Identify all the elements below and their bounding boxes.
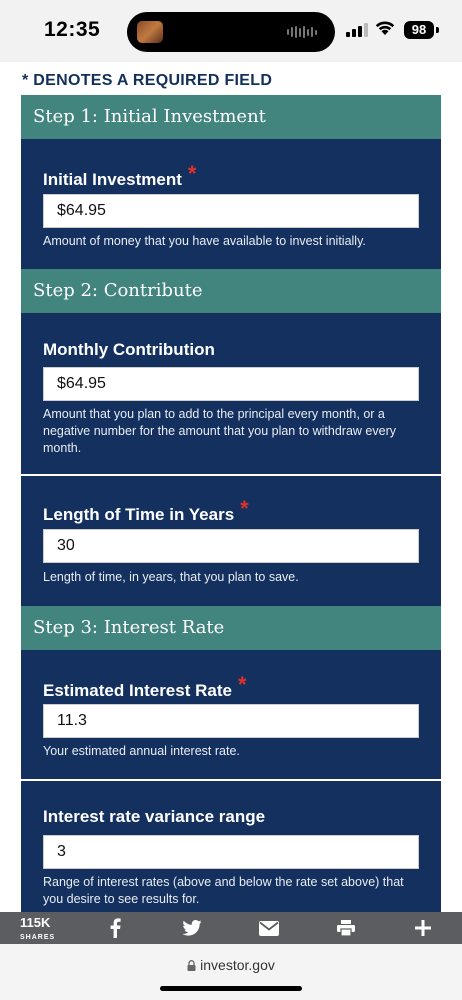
twitter-icon	[182, 920, 202, 936]
length-of-time-help: Length of time, in years, that you plan to save.	[43, 570, 299, 584]
browser-address-bar[interactable]	[0, 944, 462, 1000]
step-1-card	[21, 95, 441, 269]
estimated-interest-rate-help: Your estimated annual interest rate.	[43, 744, 240, 758]
step-2-card	[21, 269, 441, 606]
print-button[interactable]	[308, 912, 385, 944]
cellular-signal-icon	[346, 23, 368, 37]
interest-rate-variance-input[interactable]	[43, 835, 419, 869]
facebook-icon	[109, 918, 121, 938]
url-text: investor.gov	[200, 957, 275, 973]
interest-rate-variance-help: Range of interest rates (above and below the rate set above) that you desire to see results for.	[43, 875, 404, 906]
interest-rate-variance-label: Interest rate variance range	[43, 807, 266, 826]
more-share-button[interactable]	[385, 912, 462, 944]
share-count-number: 115K	[20, 915, 51, 930]
interest-rate-variance-field	[21, 781, 441, 912]
required-asterisk: *	[187, 161, 197, 186]
print-icon	[337, 920, 355, 936]
initial-investment-label: Initial Investment *	[43, 161, 197, 189]
step-3-card	[21, 606, 441, 912]
monthly-contribution-help: Amount that you plan to add to the principal every month, or a negative number for the amount that you plan to withdraw every month.	[43, 407, 396, 455]
email-icon	[259, 921, 279, 936]
media-thumbnail-icon	[137, 21, 163, 43]
initial-investment-field	[21, 139, 441, 269]
battery-icon: 98	[404, 21, 434, 39]
status-bar	[0, 0, 462, 62]
clock: 12:35	[44, 18, 101, 41]
monthly-contribution-input[interactable]	[43, 367, 419, 401]
length-of-time-field	[21, 476, 441, 606]
battery-tip	[436, 27, 439, 33]
length-of-time-input[interactable]	[43, 529, 419, 563]
more-plus-icon	[415, 920, 431, 936]
required-asterisk: *	[240, 496, 249, 521]
url-display[interactable]	[0, 957, 462, 973]
monthly-contribution-field	[21, 313, 441, 474]
wifi-icon	[374, 19, 396, 36]
monthly-contribution-label: Monthly Contribution	[43, 340, 215, 359]
step-1-header: Step 1: Initial Investment	[21, 95, 441, 139]
share-bar	[0, 912, 462, 944]
lock-icon	[187, 960, 196, 971]
dynamic-island[interactable]	[127, 12, 335, 52]
facebook-share-button[interactable]	[76, 912, 153, 944]
estimated-interest-rate-label: Estimated Interest Rate *	[43, 672, 247, 700]
required-asterisk: *	[237, 672, 247, 697]
initial-investment-input[interactable]	[43, 194, 419, 228]
estimated-interest-rate-field	[21, 650, 441, 779]
initial-investment-help: Amount of money that you have available to invest initially.	[43, 234, 366, 248]
required-field-note: * DENOTES A REQUIRED FIELD	[22, 72, 273, 89]
twitter-share-button[interactable]	[153, 912, 230, 944]
step-2-header: Step 2: Contribute	[21, 269, 441, 313]
share-count-label: SHARES	[20, 934, 56, 941]
email-share-button[interactable]	[230, 912, 307, 944]
audio-wave-icon	[287, 26, 317, 38]
step-3-header: Step 3: Interest Rate	[21, 606, 441, 650]
share-count	[0, 912, 76, 944]
estimated-interest-rate-input[interactable]	[43, 704, 419, 738]
calculator-form	[0, 62, 462, 912]
length-of-time-label: Length of Time in Years *	[43, 496, 249, 524]
home-indicator[interactable]	[160, 986, 302, 991]
